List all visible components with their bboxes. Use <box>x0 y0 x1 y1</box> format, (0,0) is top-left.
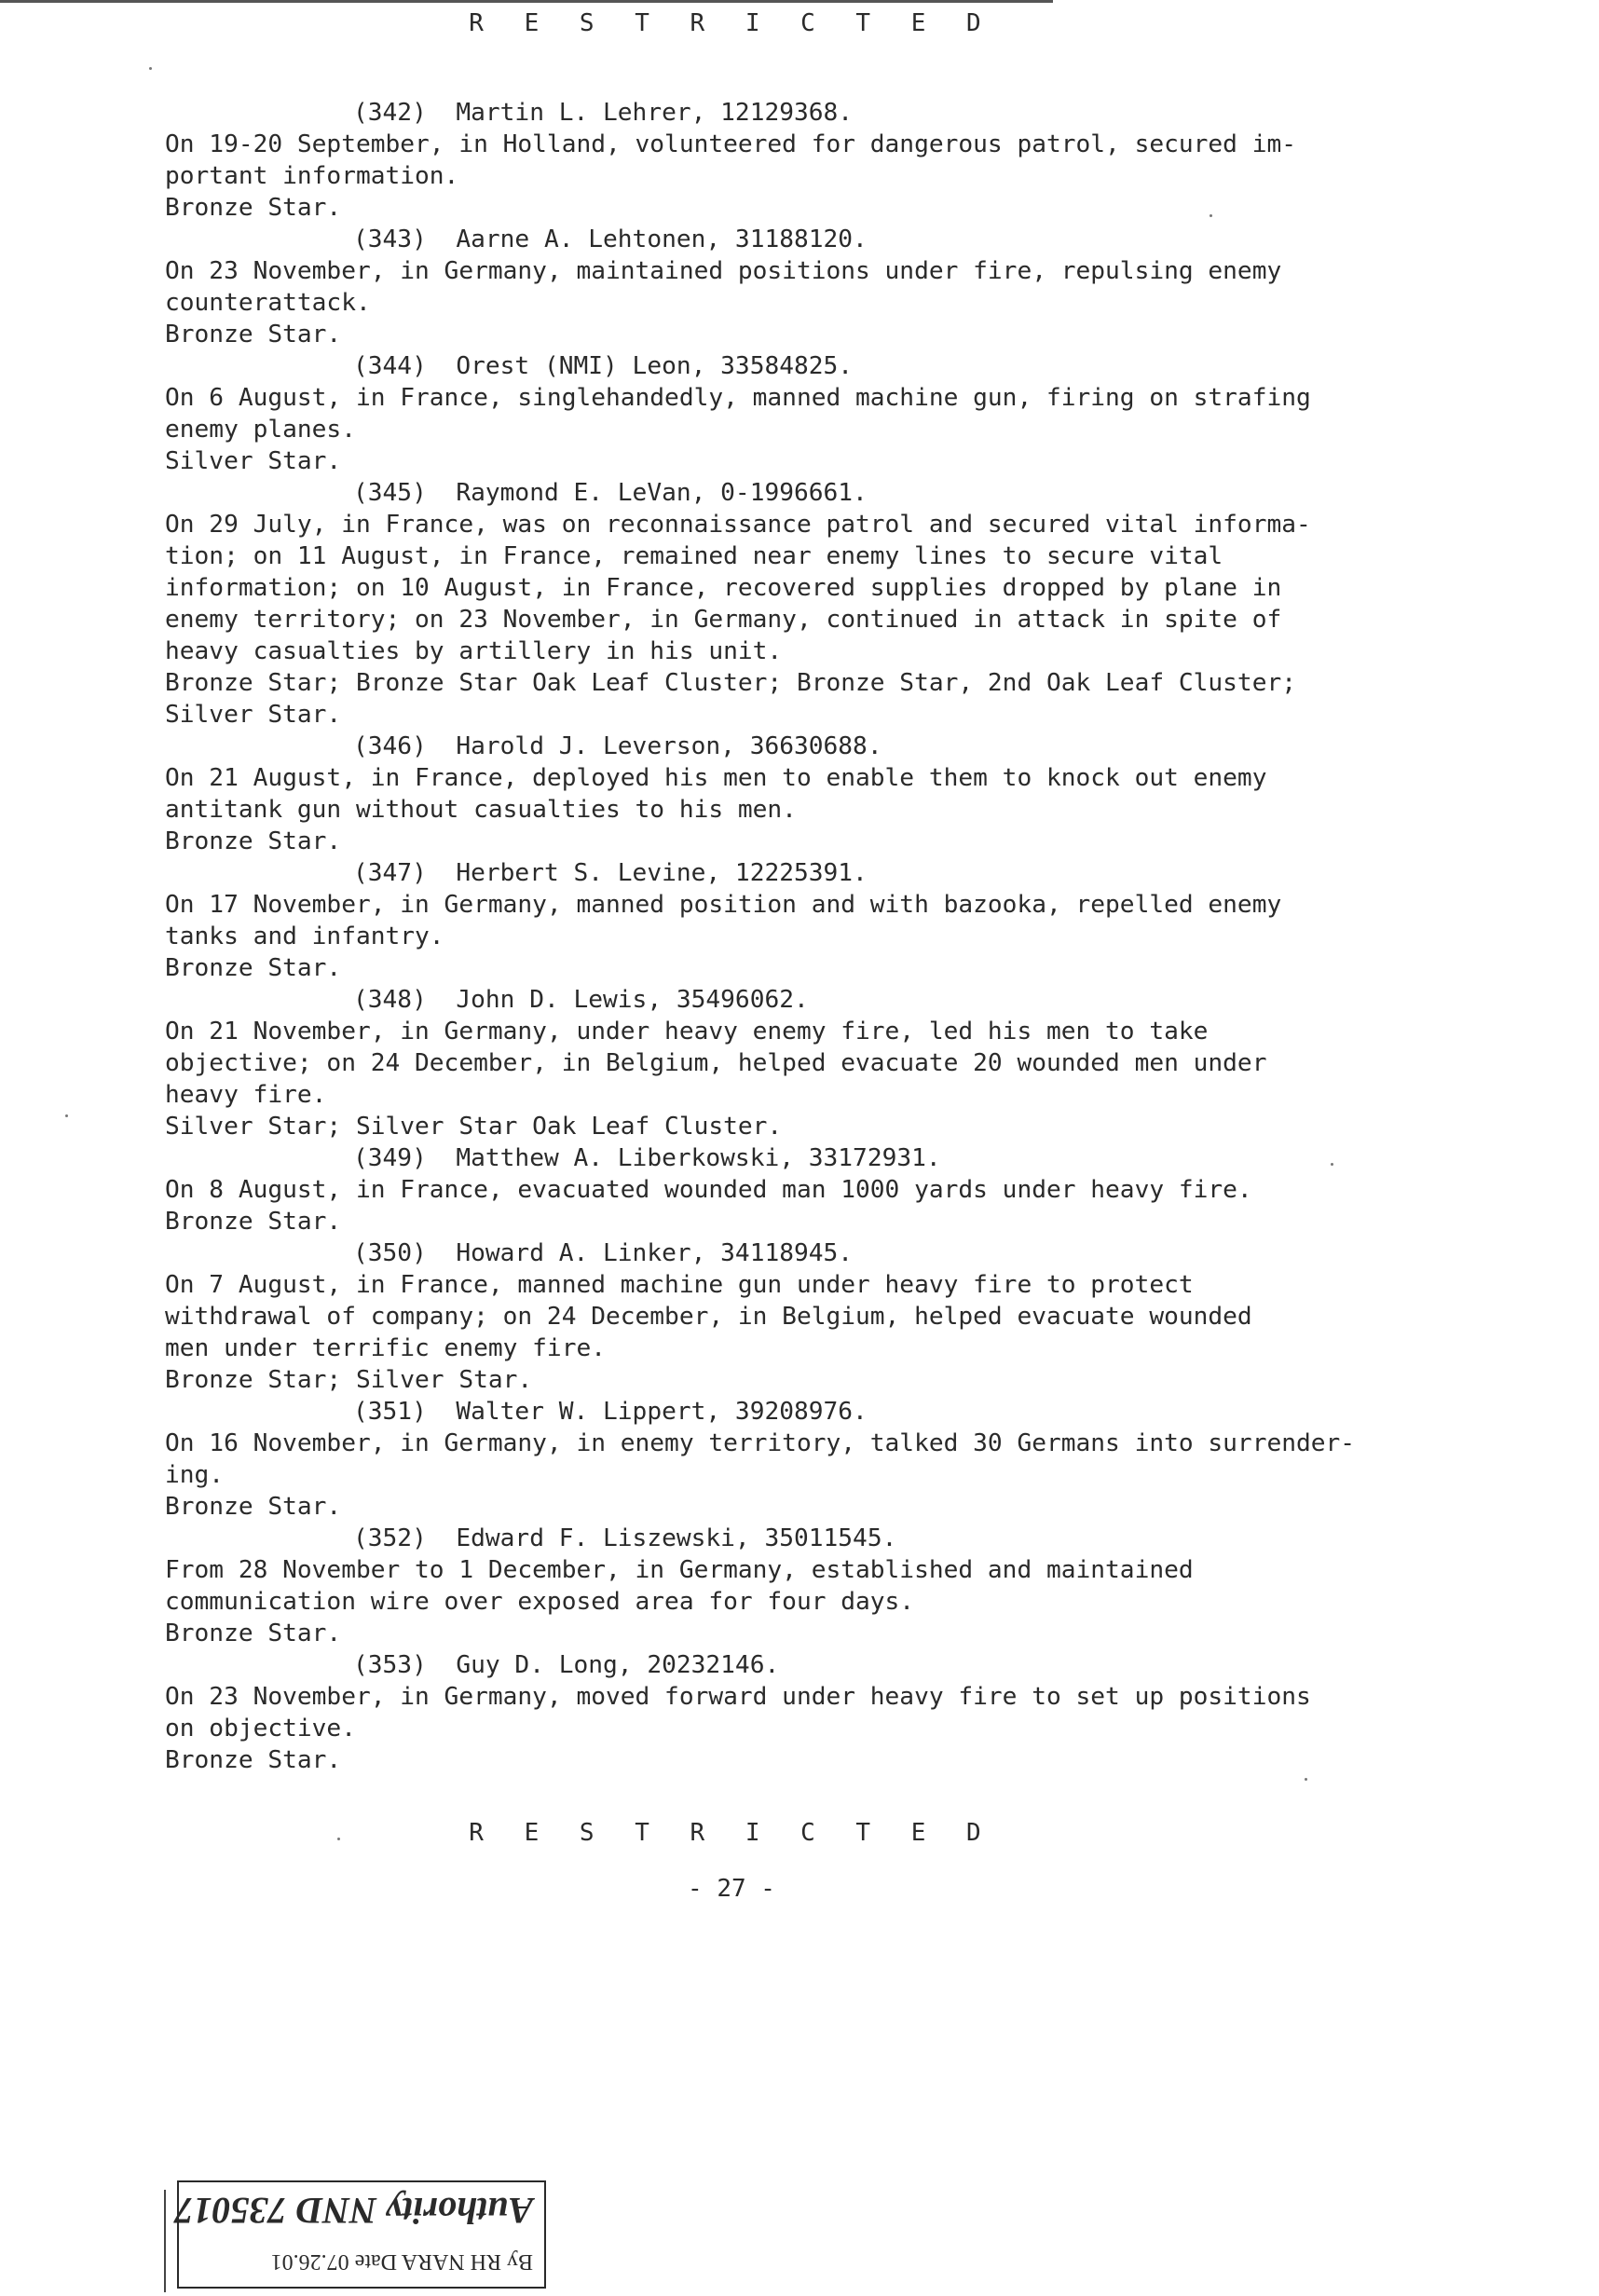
citation-heading: (353) Guy D. Long, 20232146. <box>353 1651 780 1679</box>
citation-heading: (349) Matthew A. Liberkowski, 33172931. <box>353 1144 941 1172</box>
citation-award: Bronze Star. <box>165 1493 342 1521</box>
citation-entry <box>165 477 1451 731</box>
stamp-authority-line: Authority NND 735017 <box>174 2190 533 2232</box>
citation-text: On 17 November, in Germany, manned position and with bazooka, repelled enemy tanks and infantry. <box>165 891 1282 950</box>
scan-speck <box>65 1114 68 1117</box>
citation-entry <box>165 1396 1451 1523</box>
citation-text: On 29 July, in France, was on reconnaissance patrol and secured vital informa- tion; on 11 August, in France, remained near enemy lines to secure vital information; on 10 August, in France, recovered supplies dropped by plane in enemy territory; on 23 November, in Germany, continued in attack in spite of heavy casualties by artillery in his unit. <box>165 511 1311 665</box>
citation-text: On 23 November, in Germany, moved forward under heavy fire to set up positions on objective. <box>165 1683 1311 1742</box>
footer-restricted-label: R E S T R I C T E D <box>469 1819 994 1847</box>
citation-heading: (351) Walter W. Lippert, 39208976. <box>353 1398 868 1426</box>
citation-text: On 16 November, in Germany, in enemy territory, talked 30 Germans into surrender- ing. <box>165 1429 1356 1489</box>
scan-speck <box>149 67 152 70</box>
citation-award: Bronze Star. <box>165 1208 342 1236</box>
citation-heading: (350) Howard A. Linker, 34118945. <box>353 1239 854 1267</box>
citation-award: Bronze Star. <box>165 1620 342 1647</box>
citation-heading: (344) Orest (NMI) Leon, 33584825. <box>353 352 854 380</box>
citation-entry <box>165 350 1451 477</box>
citation-text: On 21 August, in France, deployed his men to enable them to knock out enemy antitank gun without casualties to his men. <box>165 764 1267 824</box>
citation-entry <box>165 1142 1451 1237</box>
citation-text: On 19-20 September, in Holland, volunteered for dangerous patrol, secured im- portant information. <box>165 130 1296 190</box>
citation-heading: (346) Harold J. Leverson, 36630688. <box>353 732 882 760</box>
citation-text: On 6 August, in France, singlehandedly, manned machine gun, firing on strafing enemy planes. <box>165 384 1311 444</box>
citation-entry <box>165 97 1451 224</box>
citation-heading: (343) Aarne A. Lehtonen, 31188120. <box>353 226 868 253</box>
citation-text: On 8 August, in France, evacuated wounded man 1000 yards under heavy fire. <box>165 1176 1252 1204</box>
citation-text: On 7 August, in France, manned machine gun under heavy fire to protect withdrawal of company; on 24 December, in Belgium, helped evacuate wounded men under terrific enemy fire. <box>165 1271 1252 1362</box>
citation-entry <box>165 984 1451 1142</box>
margin-mark <box>164 2190 166 2292</box>
scan-speck <box>1305 1778 1307 1781</box>
citation-text: From 28 November to 1 December, in Germany, established and maintained communication wire over exposed area for four days. <box>165 1556 1194 1616</box>
citations-list <box>165 97 1451 1776</box>
citation-award: Bronze Star. <box>165 1746 342 1774</box>
top-rule <box>0 0 1053 3</box>
scan-speck <box>337 1838 340 1840</box>
citation-heading: (342) Martin L. Lehrer, 12129368. <box>353 99 854 127</box>
page-number: - 27 - <box>688 1875 775 1903</box>
citation-award: Bronze Star. <box>165 194 342 222</box>
citation-award: Bronze Star; Bronze Star Oak Leaf Cluster; Bronze Star, 2nd Oak Leaf Cluster; Silver Star. <box>165 669 1296 729</box>
citation-award: Silver Star; Silver Star Oak Leaf Cluster. <box>165 1113 783 1141</box>
citation-heading: (345) Raymond E. LeVan, 0-1996661. <box>353 479 868 507</box>
citation-award: Silver Star. <box>165 447 342 475</box>
citation-award: Bronze Star. <box>165 827 342 855</box>
citation-entry <box>165 731 1451 857</box>
citation-entry <box>165 1649 1451 1776</box>
scan-speck <box>1331 1163 1333 1166</box>
citation-award: Bronze Star. <box>165 321 342 348</box>
citation-heading: (347) Herbert S. Levine, 12225391. <box>353 859 868 887</box>
citation-entry <box>165 1237 1451 1396</box>
citation-entry <box>165 857 1451 984</box>
citation-award: Bronze Star. <box>165 954 342 982</box>
scan-speck <box>1210 214 1212 217</box>
stamp-date-line: By RH NARA Date 07.26.01 <box>270 2249 533 2274</box>
header-restricted-label: R E S T R I C T E D <box>469 9 994 37</box>
citation-heading: (352) Edward F. Liszewski, 35011545. <box>353 1524 897 1552</box>
citation-award: Bronze Star; Silver Star. <box>165 1366 533 1394</box>
citation-entry <box>165 1523 1451 1649</box>
citation-heading: (348) John D. Lewis, 35496062. <box>353 986 809 1014</box>
citation-text: On 23 November, in Germany, maintained positions under fire, repulsing enemy counterattack. <box>165 257 1282 317</box>
citation-entry <box>165 224 1451 350</box>
citation-text: On 21 November, in Germany, under heavy enemy fire, led his men to take objective; on 24 December, in Belgium, helped evacuate 20 wounded men under heavy fire. <box>165 1018 1267 1109</box>
declassification-stamp <box>174 2180 546 2289</box>
